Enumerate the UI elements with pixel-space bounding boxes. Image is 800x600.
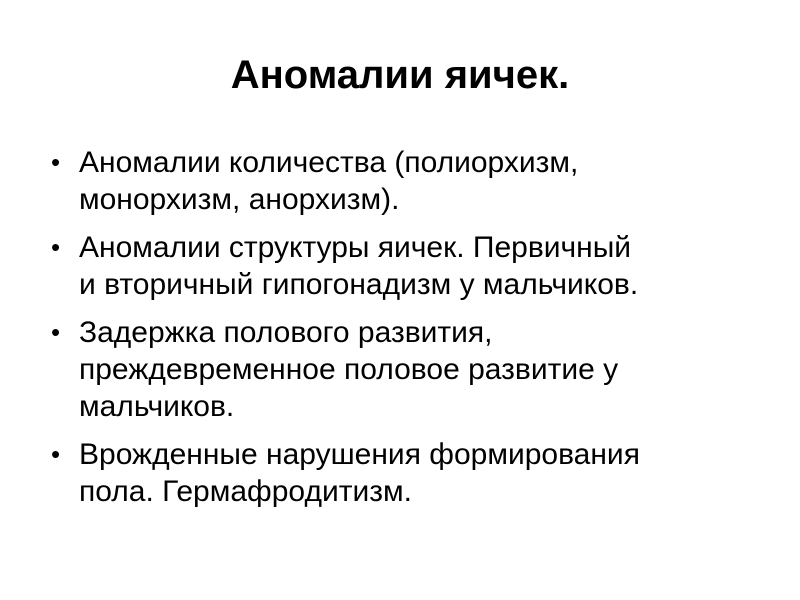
bullet-text: Аномалии количества (полиорхизм, монорхизм, анорхизм).	[79, 146, 579, 216]
bullet-text: Врожденные нарушения формирования пола. Гермафродитизм.	[79, 438, 640, 508]
bullet-text: Аномалии структуры яичек. Первичный и вторичный гипогонадизм у мальчиков.	[79, 231, 639, 301]
list-item	[45, 144, 765, 218]
bullet-text: Задержка полового развития, преждевременное половое развитие у мальчиков.	[79, 316, 619, 423]
list-item	[45, 229, 765, 303]
list-item	[45, 436, 765, 510]
slide-title: Аномалии яичек.	[230, 53, 570, 97]
list-item	[45, 314, 765, 425]
bullet-icon: •	[51, 147, 61, 177]
bullet-icon: •	[51, 232, 61, 262]
bullet-icon: •	[51, 439, 61, 469]
bullet-list	[45, 144, 765, 521]
bullet-icon: •	[51, 317, 61, 347]
